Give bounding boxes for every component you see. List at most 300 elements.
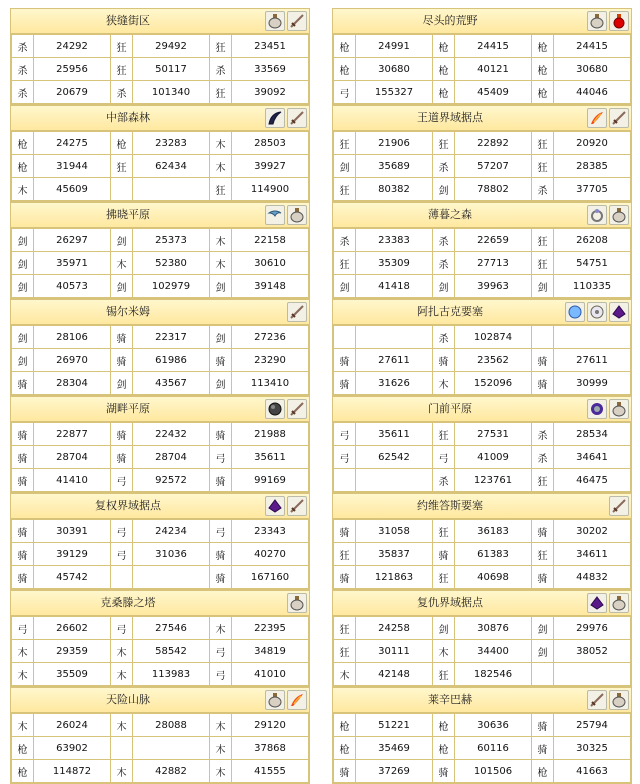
table-row (334, 372, 631, 395)
unit-type-cell: 枪 (532, 760, 554, 783)
unit-type-cell: 剑 (433, 617, 455, 640)
power-value-cell: 28534 (554, 423, 631, 446)
power-value-cell: 24292 (34, 35, 111, 58)
unit-type-cell: 狂 (111, 35, 133, 58)
table-row (334, 349, 631, 372)
table-row (12, 132, 309, 155)
unit-type-cell: 剑 (111, 275, 133, 298)
shell-icon (587, 302, 607, 322)
potion-flask-icon (287, 205, 307, 225)
unit-type-cell: 狂 (433, 520, 455, 543)
unit-type-cell: 枪 (111, 132, 133, 155)
table-row (12, 349, 309, 372)
unit-type-cell: 木 (210, 760, 232, 783)
unit-type-cell: 狂 (334, 617, 356, 640)
table-row (12, 58, 309, 81)
unit-type-cell: 木 (210, 252, 232, 275)
power-value-cell: 78802 (455, 178, 532, 201)
power-value-cell: 24415 (455, 35, 532, 58)
purple-crystal-icon (587, 593, 607, 613)
region-header (333, 203, 631, 228)
region-block (10, 590, 310, 687)
unit-type-cell: 弓 (210, 640, 232, 663)
region-icons (265, 205, 307, 225)
power-value-cell: 113410 (232, 372, 309, 395)
table-row (12, 155, 309, 178)
region-icons (587, 108, 629, 128)
unit-type-cell: 狂 (111, 58, 133, 81)
table-row (334, 446, 631, 469)
power-value-cell: 40270 (232, 543, 309, 566)
unit-type-cell: 骑 (433, 760, 455, 783)
unit-type-cell (532, 663, 554, 686)
region-title: 尽头的荒野 (422, 14, 478, 27)
table-row (334, 58, 631, 81)
power-value-cell: 29359 (34, 640, 111, 663)
region-icons (265, 496, 307, 516)
region-block (332, 105, 632, 202)
region-header (11, 397, 309, 422)
power-value-cell: 182546 (455, 663, 532, 686)
region-header (11, 300, 309, 325)
region-icons (565, 302, 629, 322)
power-value-cell: 41663 (554, 760, 631, 783)
table-row (12, 714, 309, 737)
purple-crystal-icon (265, 496, 285, 516)
power-value-cell: 27611 (356, 349, 433, 372)
table-row (334, 178, 631, 201)
unit-type-cell: 木 (111, 714, 133, 737)
region-table (333, 519, 631, 589)
region-table (333, 422, 631, 492)
power-value-cell: 35837 (356, 543, 433, 566)
power-value-cell: 44832 (554, 566, 631, 589)
region-icons (265, 690, 307, 710)
power-value-cell: 29120 (232, 714, 309, 737)
unit-type-cell: 骑 (111, 326, 133, 349)
power-value-cell: 40698 (455, 566, 532, 589)
power-value-cell: 27546 (133, 617, 210, 640)
region-header (333, 591, 631, 616)
region-table (11, 616, 309, 686)
power-value-cell (554, 326, 631, 349)
unit-type-cell: 杀 (532, 178, 554, 201)
region-icons (587, 11, 629, 31)
unit-type-cell: 杀 (532, 423, 554, 446)
region-table (11, 228, 309, 298)
unit-type-cell: 骑 (111, 446, 133, 469)
power-value-cell: 28304 (34, 372, 111, 395)
region-table (333, 713, 631, 783)
power-value-cell: 27236 (232, 326, 309, 349)
table-row (12, 35, 309, 58)
power-value-cell: 43567 (133, 372, 210, 395)
potion-flask-icon (609, 593, 629, 613)
table-row (334, 423, 631, 446)
table-row (12, 566, 309, 589)
unit-type-cell: 木 (433, 640, 455, 663)
unit-type-cell: 狂 (532, 469, 554, 492)
power-value-cell: 24275 (34, 132, 111, 155)
power-value-cell: 45609 (34, 178, 111, 201)
region-header (333, 688, 631, 713)
unit-type-cell: 木 (12, 640, 34, 663)
region-table (333, 616, 631, 686)
region-title: 拂晓平原 (106, 208, 150, 221)
gem-ring-icon (587, 205, 607, 225)
sword-icon (609, 496, 629, 516)
power-value-cell: 31036 (133, 543, 210, 566)
region-title: 阿扎古克要塞 (417, 305, 483, 318)
unit-type-cell: 弓 (334, 81, 356, 104)
unit-type-cell: 木 (111, 640, 133, 663)
unit-type-cell: 骑 (532, 372, 554, 395)
region-title: 门前平原 (428, 402, 472, 415)
power-value-cell: 28385 (554, 155, 631, 178)
power-value-cell: 121863 (356, 566, 433, 589)
unit-type-cell: 剑 (12, 252, 34, 275)
power-value-cell: 41555 (232, 760, 309, 783)
power-value-cell: 37705 (554, 178, 631, 201)
region-table (333, 228, 631, 298)
region-block (10, 202, 310, 299)
table-row (334, 663, 631, 686)
power-value-cell: 45409 (455, 81, 532, 104)
unit-type-cell: 杀 (433, 469, 455, 492)
unit-type-cell: 骑 (210, 469, 232, 492)
region-block (10, 687, 310, 784)
unit-type-cell: 杀 (532, 446, 554, 469)
unit-type-cell: 狂 (111, 155, 133, 178)
region-table (11, 325, 309, 395)
power-value-cell: 44046 (554, 81, 631, 104)
potion-flask-icon (287, 593, 307, 613)
region-block (10, 8, 310, 105)
unit-type-cell: 骑 (210, 543, 232, 566)
blue-orb-icon (565, 302, 585, 322)
unit-type-cell: 骑 (111, 423, 133, 446)
unit-type-cell: 骑 (433, 543, 455, 566)
unit-type-cell: 狂 (210, 35, 232, 58)
unit-type-cell: 木 (210, 229, 232, 252)
power-value-cell: 22395 (232, 617, 309, 640)
power-value-cell: 28088 (133, 714, 210, 737)
power-value-cell: 28503 (232, 132, 309, 155)
unit-type-cell: 木 (210, 155, 232, 178)
power-value-cell: 25794 (554, 714, 631, 737)
sword-icon (287, 302, 307, 322)
region-table (11, 519, 309, 589)
table-row (334, 81, 631, 104)
unit-type-cell: 狂 (433, 566, 455, 589)
unit-type-cell: 狂 (532, 132, 554, 155)
region-title: 复权界域据点 (95, 499, 161, 512)
power-value-cell: 41010 (232, 663, 309, 686)
power-value-cell: 39129 (34, 543, 111, 566)
unit-type-cell: 枪 (433, 58, 455, 81)
power-value-cell: 41410 (34, 469, 111, 492)
power-value-cell: 24415 (554, 35, 631, 58)
table-row (12, 446, 309, 469)
unit-type-cell: 杀 (12, 81, 34, 104)
region-block (10, 493, 310, 590)
unit-type-cell: 枪 (433, 81, 455, 104)
power-value-cell: 60116 (455, 737, 532, 760)
power-value-cell: 24234 (133, 520, 210, 543)
unit-type-cell: 狂 (334, 543, 356, 566)
power-value-cell: 40121 (455, 58, 532, 81)
unit-type-cell: 剑 (210, 275, 232, 298)
power-value-cell (133, 566, 210, 589)
claw-icon (265, 205, 285, 225)
unit-type-cell: 狂 (334, 640, 356, 663)
table-row (12, 737, 309, 760)
power-value-cell: 28106 (34, 326, 111, 349)
unit-type-cell: 剑 (334, 275, 356, 298)
unit-type-cell: 骑 (433, 349, 455, 372)
unit-type-cell (111, 566, 133, 589)
power-value-cell: 33569 (232, 58, 309, 81)
unit-type-cell: 弓 (334, 446, 356, 469)
region-icons (587, 205, 629, 225)
table-row (12, 469, 309, 492)
unit-type-cell: 木 (210, 617, 232, 640)
power-value-cell: 23290 (232, 349, 309, 372)
power-value-cell: 35611 (356, 423, 433, 446)
region-table (333, 131, 631, 201)
unit-type-cell: 杀 (433, 326, 455, 349)
unit-type-cell: 骑 (111, 349, 133, 372)
unit-type-cell: 弓 (111, 469, 133, 492)
region-icons (287, 593, 307, 613)
power-value-cell: 30636 (455, 714, 532, 737)
region-header (11, 203, 309, 228)
power-value-cell: 27531 (455, 423, 532, 446)
power-value-cell: 23562 (455, 349, 532, 372)
table-row (12, 252, 309, 275)
unit-type-cell: 骑 (532, 737, 554, 760)
table-row (334, 35, 631, 58)
region-block (332, 299, 632, 396)
table-row (12, 372, 309, 395)
power-value-cell: 36183 (455, 520, 532, 543)
unit-type-cell (111, 178, 133, 201)
unit-type-cell: 剑 (12, 326, 34, 349)
red-potion-icon (609, 11, 629, 31)
unit-type-cell: 枪 (334, 35, 356, 58)
table-row (12, 423, 309, 446)
unit-type-cell: 枪 (433, 35, 455, 58)
unit-type-cell: 木 (12, 178, 34, 201)
sword-icon (287, 399, 307, 419)
region-block (10, 299, 310, 396)
unit-type-cell: 骑 (334, 520, 356, 543)
power-value-cell: 26970 (34, 349, 111, 372)
power-value-cell: 114872 (34, 760, 111, 783)
unit-type-cell: 骑 (334, 760, 356, 783)
power-value-cell (356, 469, 433, 492)
power-value-cell: 42148 (356, 663, 433, 686)
region-table (333, 325, 631, 395)
region-block (332, 202, 632, 299)
unit-type-cell: 弓 (12, 617, 34, 640)
region-icons (587, 593, 629, 613)
unit-type-cell: 狂 (532, 252, 554, 275)
unit-type-cell: 弓 (111, 520, 133, 543)
power-value-cell: 155327 (356, 81, 433, 104)
table-row (12, 275, 309, 298)
power-value-cell: 21906 (356, 132, 433, 155)
power-value-cell: 45742 (34, 566, 111, 589)
power-value-cell: 101506 (455, 760, 532, 783)
table-row (12, 543, 309, 566)
power-value-cell: 23283 (133, 132, 210, 155)
region-table (11, 713, 309, 783)
power-value-cell: 40573 (34, 275, 111, 298)
unit-type-cell: 剑 (433, 275, 455, 298)
unit-type-cell: 弓 (111, 617, 133, 640)
unit-type-cell: 木 (210, 132, 232, 155)
power-value-cell: 113983 (133, 663, 210, 686)
region-header (11, 9, 309, 34)
unit-type-cell: 木 (111, 252, 133, 275)
region-title: 狭缝街区 (106, 14, 150, 27)
unit-type-cell: 木 (111, 663, 133, 686)
unit-type-cell: 枪 (532, 35, 554, 58)
unit-type-cell: 狂 (334, 178, 356, 201)
region-table (333, 34, 631, 104)
table-row (334, 760, 631, 783)
power-value-cell: 39927 (232, 155, 309, 178)
unit-type-cell: 木 (210, 737, 232, 760)
table-row (334, 714, 631, 737)
region-title: 克桑滕之塔 (100, 596, 156, 609)
region-block (10, 105, 310, 202)
power-value-cell: 25956 (34, 58, 111, 81)
unit-type-cell: 杀 (111, 81, 133, 104)
unit-type-cell: 枪 (433, 714, 455, 737)
unit-type-cell: 剑 (210, 372, 232, 395)
region-icons (265, 11, 307, 31)
unit-type-cell: 骑 (532, 520, 554, 543)
region-header (11, 106, 309, 131)
power-value-cell: 30610 (232, 252, 309, 275)
unit-type-cell: 杀 (433, 252, 455, 275)
power-value-cell: 110335 (554, 275, 631, 298)
table-row (334, 566, 631, 589)
power-value-cell: 29976 (554, 617, 631, 640)
flame-feather-icon (287, 690, 307, 710)
unit-type-cell: 枪 (532, 58, 554, 81)
power-value-cell: 35469 (356, 737, 433, 760)
unit-type-cell: 狂 (532, 155, 554, 178)
power-value-cell: 167160 (232, 566, 309, 589)
power-value-cell: 61986 (133, 349, 210, 372)
power-value-cell: 42882 (133, 760, 210, 783)
unit-type-cell: 剑 (12, 229, 34, 252)
unit-type-cell (111, 737, 133, 760)
region-title: 薄暮之森 (428, 208, 472, 221)
power-value-cell: 22659 (455, 229, 532, 252)
table-row (12, 617, 309, 640)
power-value-cell: 31944 (34, 155, 111, 178)
unit-type-cell: 弓 (433, 446, 455, 469)
table-row (12, 760, 309, 783)
power-value-cell: 114900 (232, 178, 309, 201)
region-header (11, 688, 309, 713)
region-icons (609, 496, 629, 516)
unit-type-cell: 骑 (12, 372, 34, 395)
unit-type-cell: 狂 (433, 423, 455, 446)
unit-type-cell: 骑 (12, 469, 34, 492)
power-value-cell: 38052 (554, 640, 631, 663)
power-value-cell: 23383 (356, 229, 433, 252)
region-header (11, 591, 309, 616)
magic-orb-icon (587, 399, 607, 419)
unit-type-cell: 枪 (334, 737, 356, 760)
power-value-cell (356, 326, 433, 349)
power-value-cell: 21988 (232, 423, 309, 446)
table-row (12, 520, 309, 543)
region-title: 约维答斯要塞 (417, 499, 483, 512)
unit-type-cell: 弓 (210, 446, 232, 469)
sword-icon (287, 496, 307, 516)
unit-type-cell: 枪 (532, 81, 554, 104)
table-row (334, 640, 631, 663)
potion-flask-icon (265, 11, 285, 31)
power-value-cell: 27713 (455, 252, 532, 275)
power-value-cell: 37868 (232, 737, 309, 760)
region-title: 王道界域据点 (417, 111, 483, 124)
power-value-cell: 31626 (356, 372, 433, 395)
unit-type-cell: 弓 (210, 663, 232, 686)
unit-type-cell: 枪 (12, 760, 34, 783)
unit-type-cell: 木 (111, 760, 133, 783)
power-value-cell: 28704 (34, 446, 111, 469)
unit-type-cell: 骑 (334, 372, 356, 395)
power-value-cell: 92572 (133, 469, 210, 492)
potion-flask-icon (609, 690, 629, 710)
region-header (333, 300, 631, 325)
unit-type-cell: 剑 (111, 229, 133, 252)
unit-type-cell: 骑 (12, 423, 34, 446)
power-value-cell: 29492 (133, 35, 210, 58)
region-title: 天险山脉 (106, 693, 150, 706)
unit-type-cell: 骑 (12, 520, 34, 543)
power-value-cell: 61383 (455, 543, 532, 566)
power-value-cell: 22317 (133, 326, 210, 349)
unit-type-cell: 剑 (12, 349, 34, 372)
unit-type-cell (532, 326, 554, 349)
unit-type-cell: 剑 (210, 326, 232, 349)
region-header (333, 9, 631, 34)
region-icons (287, 302, 307, 322)
table-row (334, 132, 631, 155)
power-value-cell: 51221 (356, 714, 433, 737)
power-value-cell: 46475 (554, 469, 631, 492)
power-value-cell: 30111 (356, 640, 433, 663)
unit-type-cell: 木 (12, 714, 34, 737)
unit-type-cell: 枪 (12, 132, 34, 155)
unit-type-cell: 骑 (532, 349, 554, 372)
power-value-cell: 22892 (455, 132, 532, 155)
sword-icon (587, 690, 607, 710)
power-value-cell: 50117 (133, 58, 210, 81)
power-value-cell: 24258 (356, 617, 433, 640)
power-value-cell: 57207 (455, 155, 532, 178)
unit-type-cell: 骑 (532, 566, 554, 589)
power-value-cell: 22432 (133, 423, 210, 446)
